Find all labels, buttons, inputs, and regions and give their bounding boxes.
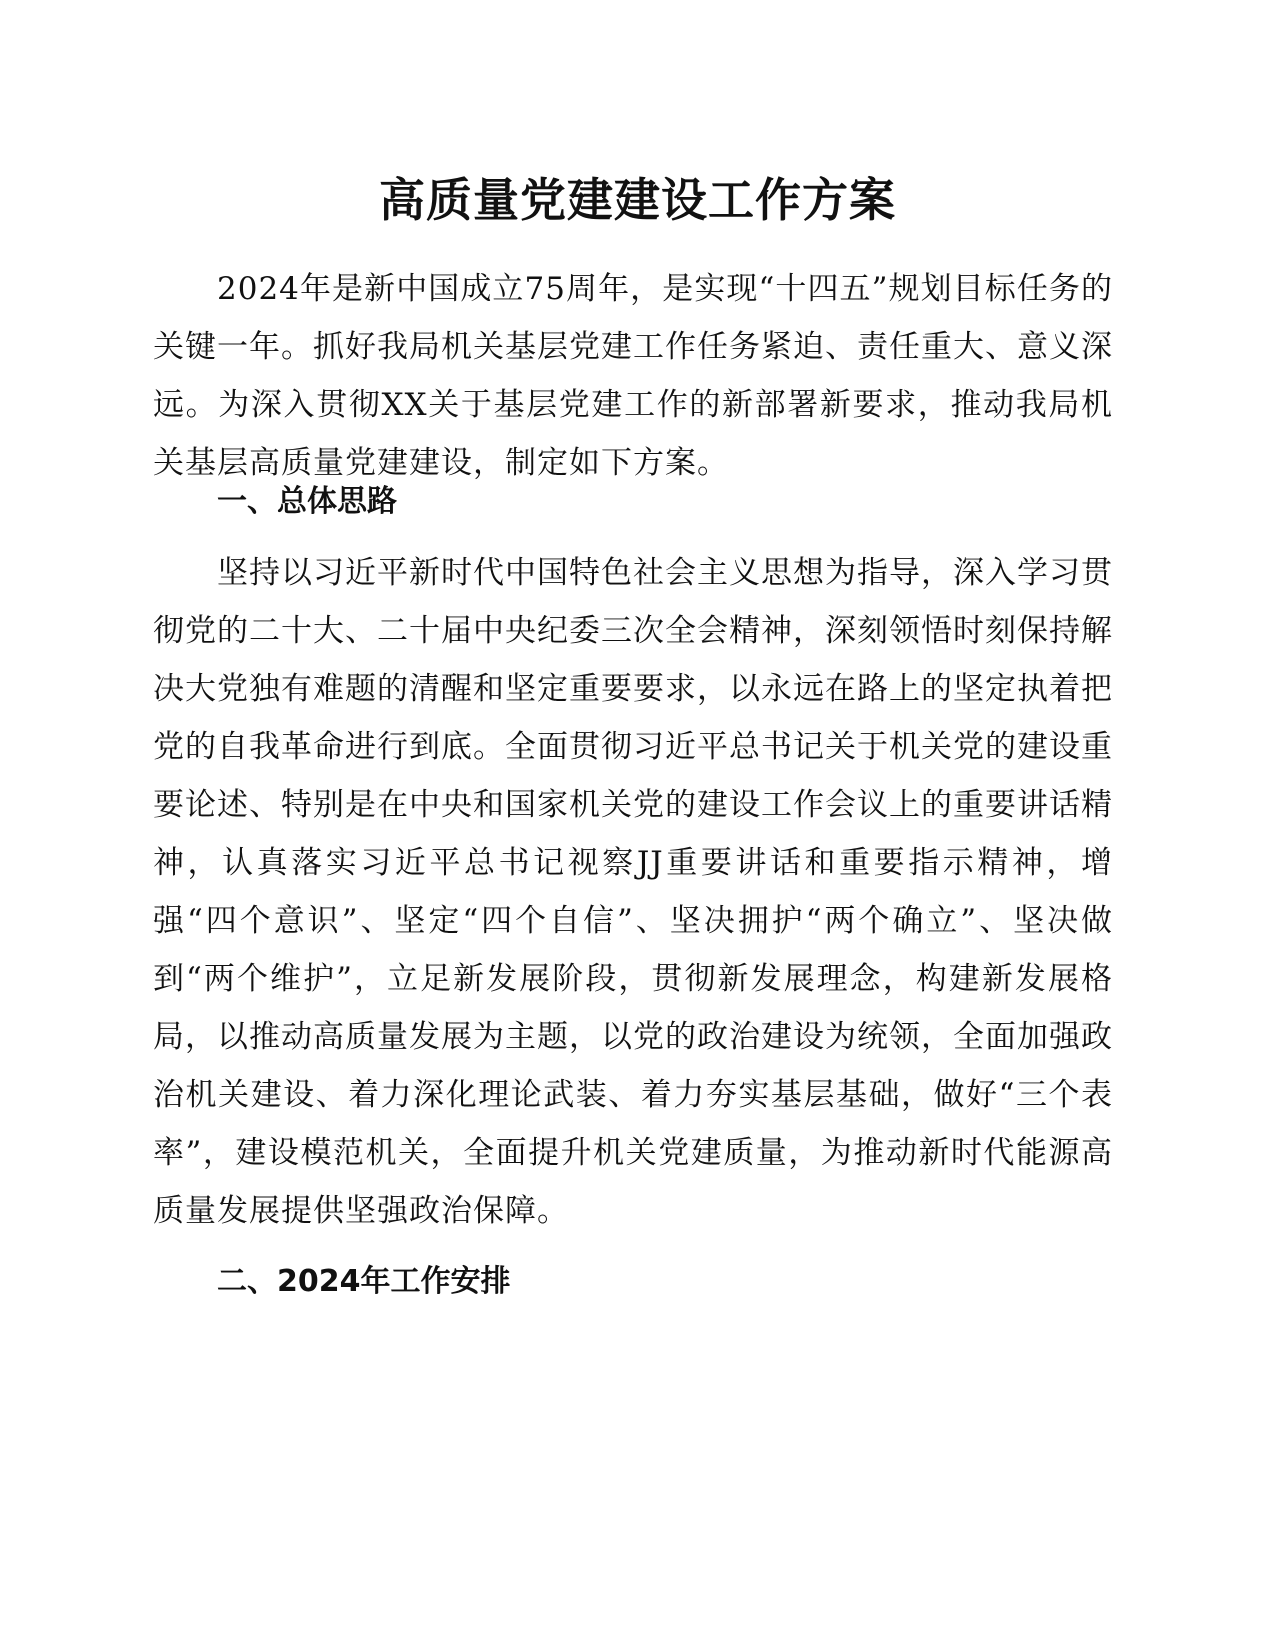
intro-paragraph: 2024年是新中国成立75周年，是实现“十四五”规划目标任务的关键一年。抓好我局机关基层党建工作任务紧迫、责任重大、意义深远。为深入贯彻XX关于基层党建工作的新部署新要求，推动我局机关基层高质量党建建设，制定如下方案。 xyxy=(153,271,1113,481)
section-heading-overall-approach: 一、总体思路 xyxy=(217,484,397,519)
section-heading-work-plan-2024: 二、2024年工作安排 xyxy=(217,1264,511,1299)
overall-approach-paragraph: 坚持以习近平新时代中国特色社会主义思想为指导，深入学习贯彻党的二十大、二十届中央纪委三次全会精神，深刻领悟时刻保持解决大党独有难题的清醒和坚定重要要求，以永远在路上的坚定执着把党的自我革命进行到底。全面贯彻习近平总书记关于机关党的建设重要论述、特别是在中央和国家机关党的建设工作会议上的重要讲话精神，认真落实习近平总书记视察JJ重要讲话和重要指示精神，增强“四个意识”、坚定“四个自信”、坚决拥护“两个确立”、坚决做到“两个维护”，立足新发展阶段，贯彻新发展理念，构建新发展格局，以推动高质量发展为主题，以党的政治建设为统领，全面加强政治机关建设、着力深化理论武装、着力夯实基层基础，做好“三个表率”，建设模范机关，全面提升机关党建质量，为推动新时代能源高质量发展提供坚强政治保障。 xyxy=(153,555,1113,1229)
document-title: 高质量党建建设工作方案 xyxy=(379,173,896,227)
